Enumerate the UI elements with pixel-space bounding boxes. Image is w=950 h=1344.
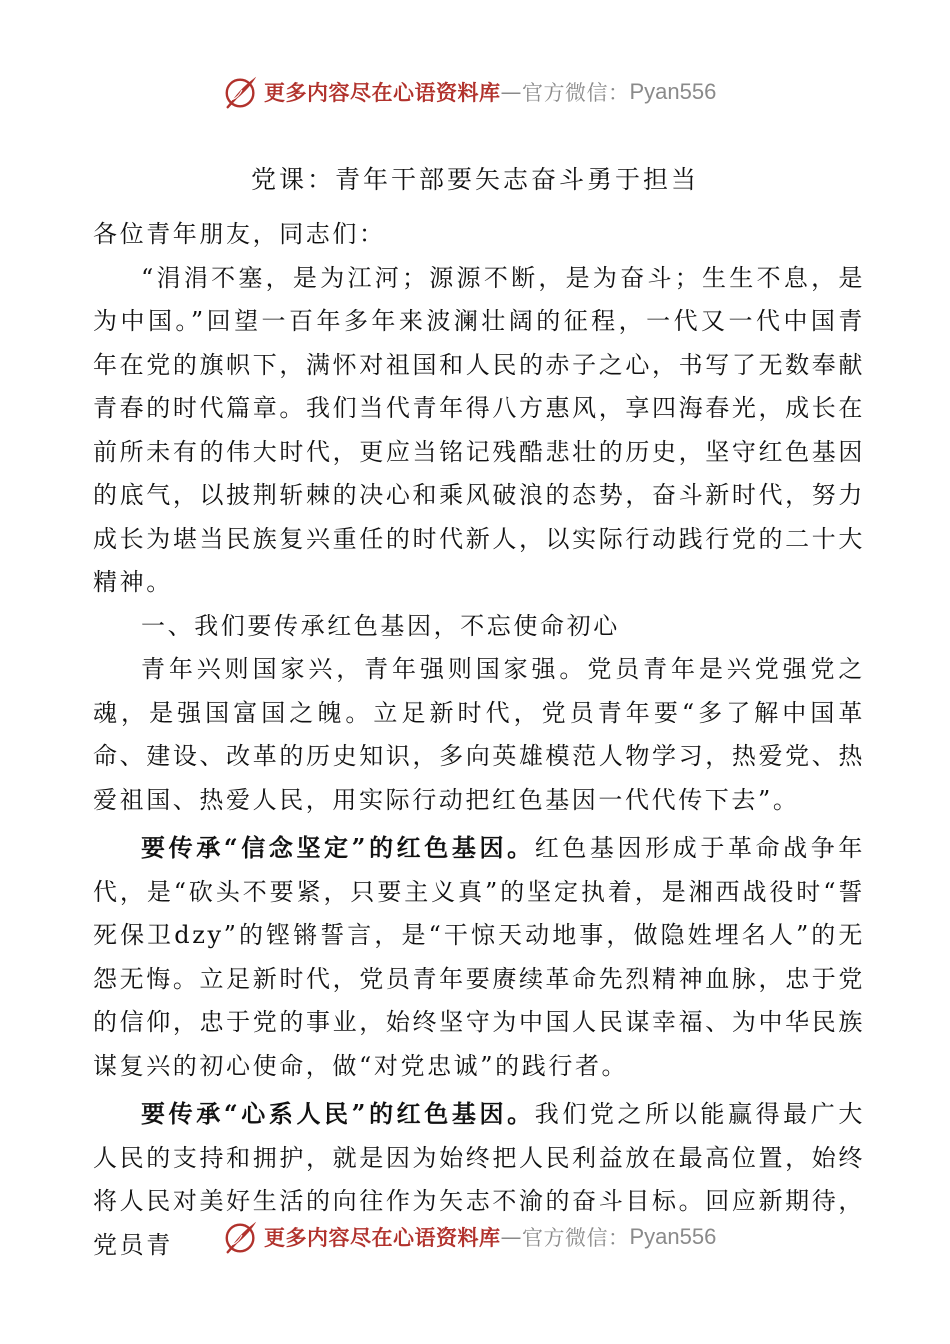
banner-wechat-id: Pyan556 (629, 79, 717, 104)
header-banner (222, 72, 716, 112)
banner-brand-text: 更多内容尽在心语资料库 (264, 81, 501, 105)
banner-label: 官方微信： (522, 81, 630, 105)
document-body (93, 213, 865, 1267)
document-title: 党课：青年干部要矢志奋斗勇于担当 (250, 165, 699, 194)
banner-wechat-id: Pyan556 (629, 1224, 717, 1249)
section-paragraph: 青年兴则国家兴，青年强则国家强。党员青年是兴党强党之魂，是强国富国之魄。立足新时代，党员青年要“多了解中国革命、建设、改革的历史知识，多向英雄模范人物学习，热爱党、热爱祖国、热爱人民，用实际行动把红色基因一代代传下去”。 (93, 655, 865, 814)
point-paragraph-1 (93, 826, 865, 1088)
quill-logo-icon (222, 73, 260, 111)
section-heading: 一、我们要传承红色基因，不忘使命初心 (141, 611, 620, 640)
point-1-body: 红色基因形成于革命战争年代，是“砍头不要紧，只要主义真”的坚定执着，是湘西战役时“誓死保卫dzy”的铿锵誓言，是“干惊天动地事，做隐姓埋名人”的无怨无悔。立足新时代，党员青年要赓续革命先烈精神血脉，忠于党的信仰，忠于党的事业，始终坚守为中国人民谋幸福、为中华民族谋复兴的初心使命，做“对党忠诚”的践行者。 (93, 834, 865, 1080)
point-2-lead: 要传承“心系人民”的红色基因。 (141, 1099, 535, 1128)
banner-brand-text: 更多内容尽在心语资料库 (264, 1226, 501, 1250)
footer-banner (222, 1217, 716, 1257)
quill-logo-icon (222, 1218, 260, 1256)
point-2-body: 我们党之所以能赢得最广大人民的支持和拥护，就是因为始终把人民利益放在最高位置，始终将人民对美好生活的向往作为矢志不渝的奋斗目标。回应新期待，党员青 (93, 1100, 865, 1259)
banner-separator: — (500, 80, 522, 104)
banner-label: 官方微信： (522, 1226, 630, 1250)
intro-paragraph: “涓涓不塞，是为江河；源源不断，是为奋斗；生生不息，是为中国。”回望一百年多年来波澜壮阔的征程，一代又一代中国青年在党的旗帜下，满怀对祖国和人民的赤子之心，书写了无数奉献青春的时代篇章。我们当代青年得八方惠风，享四海春光，成长在前所未有的伟大时代，更应当铭记残酷悲壮的历史，坚守红色基因的底气，以披荆斩棘的决心和乘风破浪的态势，奋斗新时代，努力成长为堪当民族复兴重任的时代新人，以实际行动践行党的二十大精神。 (93, 263, 865, 596)
point-1-lead: 要传承“信念坚定”的红色基因。 (141, 833, 535, 862)
banner-separator: — (500, 1225, 522, 1249)
salutation: 各位青年朋友，同志们： (93, 220, 386, 248)
